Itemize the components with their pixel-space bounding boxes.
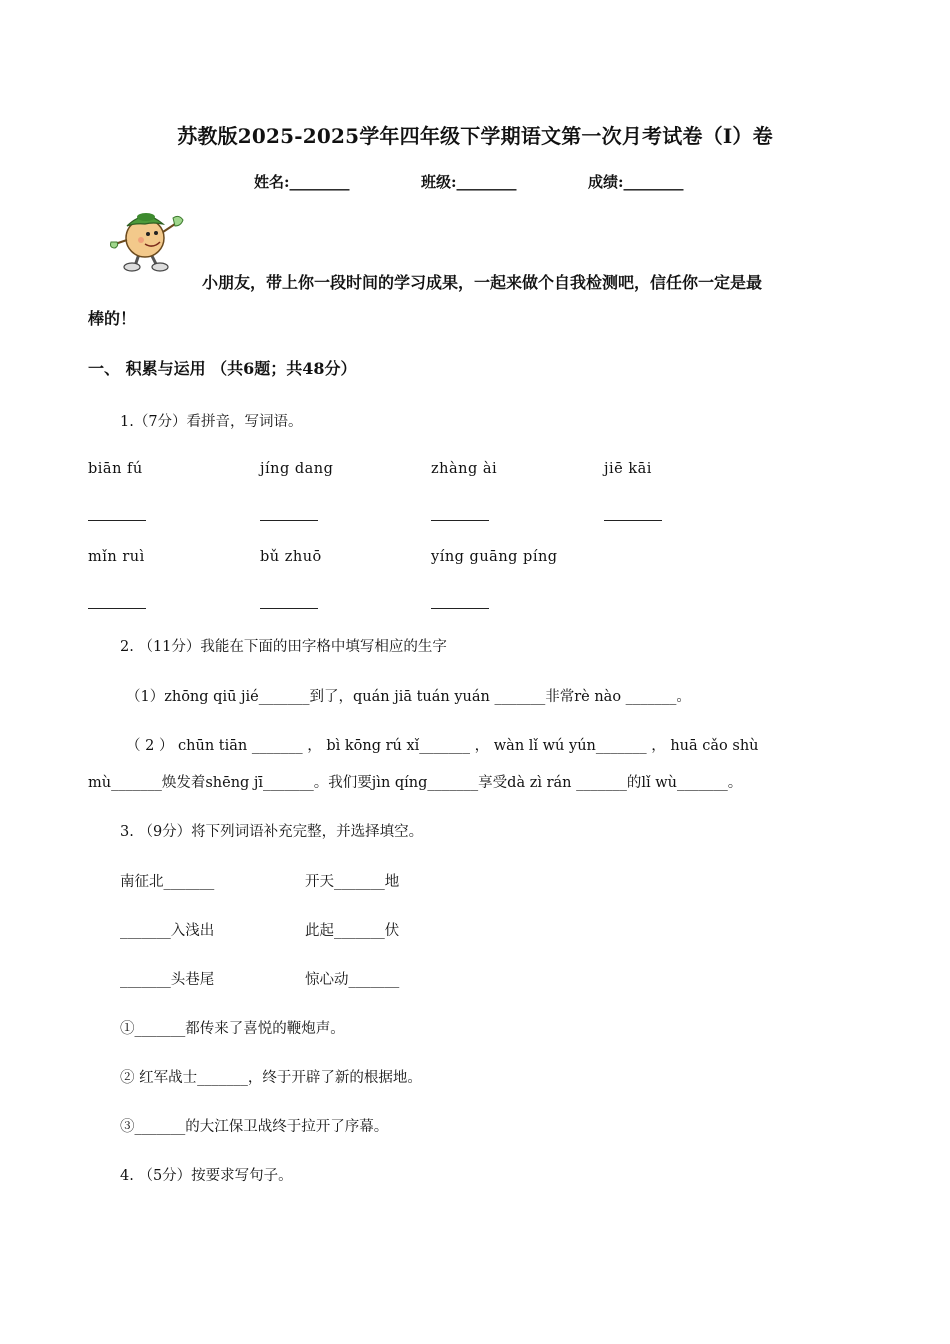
answer-blank[interactable] — [431, 607, 489, 609]
question-2-label: 2. （11分）我能在下面的田字格中填写相应的生字 — [120, 639, 447, 655]
fill-sentence-2: ② 红军战士_______，终于开辟了新的根据地。 — [120, 1070, 422, 1086]
section-heading: 一、 积累与运用 （共6题；共48分） — [88, 359, 357, 378]
idiom-item: 此起_______伏 — [305, 923, 400, 939]
intro-line-1: 小朋友，带上你一段时间的学习成果，一起来做个自我检测吧，信任你一定是最 — [202, 273, 763, 292]
idiom-item: 惊心动_______ — [305, 972, 400, 988]
pinyin-item: mǐn ruì — [88, 549, 145, 565]
question-2-line-2: （ 2 ） chūn tiān _______ ， bì kōng rú xǐ_______ ， wàn lǐ wú yún_______ ， huā cǎo shù — [126, 738, 759, 754]
question-1-label: 1.（7分）看拼音，写词语。 — [120, 414, 303, 430]
idiom-item: _______入浅出 — [120, 923, 215, 939]
class-field-label: 班级:________ — [421, 173, 517, 191]
answer-blank[interactable] — [431, 519, 489, 521]
pinyin-item: jiē kāi — [604, 461, 652, 477]
answer-blank[interactable] — [260, 607, 318, 609]
idiom-item: 开天_______地 — [305, 874, 400, 890]
pinyin-item: jíng dang — [260, 461, 334, 477]
answer-blank[interactable] — [604, 519, 662, 521]
answer-blank[interactable] — [260, 519, 318, 521]
idiom-item: _______头巷尾 — [120, 972, 215, 988]
answer-blank[interactable] — [88, 519, 146, 521]
name-field-label: 姓名:________ — [254, 173, 350, 191]
question-4-label: 4. （5分）按要求写句子。 — [120, 1168, 293, 1184]
answer-blank[interactable] — [88, 607, 146, 609]
score-field-label: 成绩:________ — [588, 173, 684, 191]
mascot-illustration — [105, 204, 189, 274]
fill-sentence-1: ①_______都传来了喜悦的鞭炮声。 — [120, 1021, 345, 1037]
question-2-line-1: （1）zhōng qiū jié_______到了，quán jiā tuán yuán _______非常rè nào _______。 — [126, 689, 691, 705]
question-2-line-3: mù_______焕发着shēng jī_______。我们要jìn qíng_______享受dà zì rán _______的lǐ wù_______。 — [88, 775, 743, 791]
pinyin-item: bǔ zhuō — [260, 549, 322, 565]
pinyin-item: yíng guāng píng — [431, 549, 558, 565]
page-title: 苏教版2025-2025学年四年级下学期语文第一次月考试卷（I）卷 — [177, 124, 773, 148]
fill-sentence-3: ③_______的大江保卫战终于拉开了序幕。 — [120, 1119, 389, 1135]
pinyin-item: biān fú — [88, 461, 143, 477]
question-3-label: 3. （9分）将下列词语补充完整，并选择填空。 — [120, 824, 424, 840]
pinyin-item: zhàng ài — [431, 461, 498, 477]
intro-line-2: 棒的！ — [88, 309, 137, 328]
idiom-item: 南征北_______ — [120, 874, 215, 890]
